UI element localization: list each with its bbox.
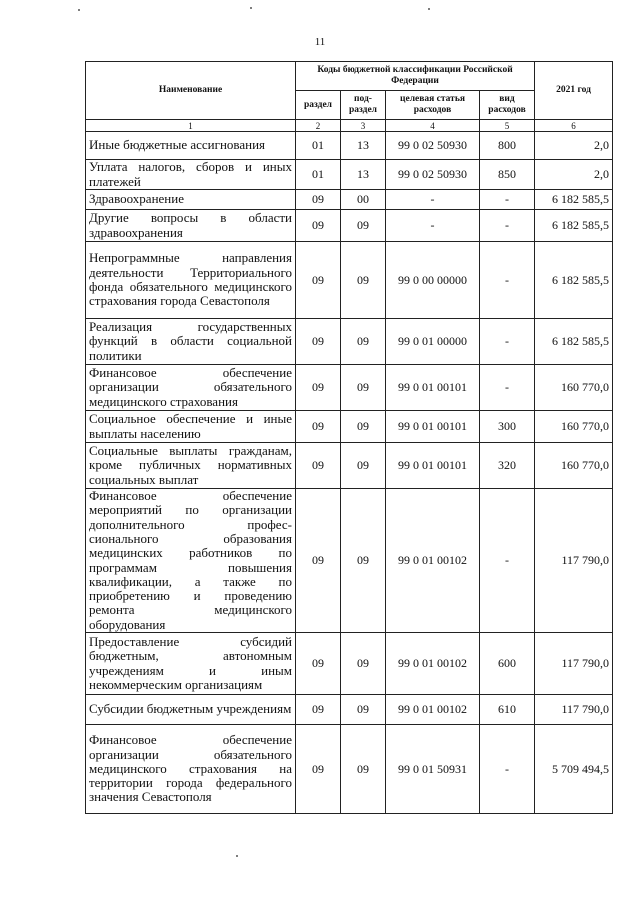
row-target: 99 0 02 50930 [386, 160, 480, 190]
column-number: 3 [341, 120, 386, 132]
row-subsection: 09 [341, 443, 386, 489]
row-kind: 600 [480, 633, 535, 695]
table-row [86, 190, 613, 210]
row-name: Социальное обеспечение и иные выплаты населению [86, 411, 296, 443]
row-target: 99 0 01 00101 [386, 411, 480, 443]
table-row [86, 319, 613, 365]
table-row [86, 365, 613, 411]
header-name: Наименование [86, 62, 296, 120]
row-subsection: 09 [341, 411, 386, 443]
table-row [86, 633, 613, 695]
row-subsection: 09 [341, 695, 386, 725]
row-name: Социальные выплаты гражданам, кроме публичных нормативных социальных выплат [86, 443, 296, 489]
column-number: 2 [296, 120, 341, 132]
row-subsection: 09 [341, 489, 386, 633]
row-kind: - [480, 725, 535, 814]
row-subsection: 09 [341, 633, 386, 695]
row-name: Субсидии бюджетным учреждениям [86, 695, 296, 725]
row-name: Уплата налогов, сборов и иных платежей [86, 160, 296, 190]
row-name: Иные бюджетные ассигнования [86, 132, 296, 160]
row-section: 09 [296, 210, 341, 242]
header-subsection: под-раздел [341, 91, 386, 120]
table-row [86, 443, 613, 489]
row-kind: 610 [480, 695, 535, 725]
row-kind: 800 [480, 132, 535, 160]
row-kind: - [480, 319, 535, 365]
row-target: - [386, 190, 480, 210]
table-row [86, 210, 613, 242]
table-row [86, 411, 613, 443]
budget-table [85, 61, 613, 814]
row-target: 99 0 01 00102 [386, 489, 480, 633]
row-target: 99 0 01 00102 [386, 633, 480, 695]
row-kind: 300 [480, 411, 535, 443]
row-amount: 160 770,0 [535, 443, 613, 489]
row-target: 99 0 01 50931 [386, 725, 480, 814]
row-name: Непрограммные направления деятельности Территориального фонда обязательного медицинского страхования города Севастополя [86, 242, 296, 319]
row-amount: 117 790,0 [535, 695, 613, 725]
row-target: 99 0 01 00000 [386, 319, 480, 365]
row-target: 99 0 00 00000 [386, 242, 480, 319]
header-year: 2021 год [535, 62, 613, 120]
row-kind: - [480, 489, 535, 633]
row-target: 99 0 02 50930 [386, 132, 480, 160]
row-name: Предоставление субсидий бюджетным, автономным учреждениям и иным некоммерческим организациям [86, 633, 296, 695]
row-name: Здравоохранение [86, 190, 296, 210]
scan-speck [78, 9, 80, 11]
row-subsection: 09 [341, 365, 386, 411]
row-name: Финансовое обеспечение организации обязательного медицинского страхования [86, 365, 296, 411]
row-target: 99 0 01 00101 [386, 443, 480, 489]
row-section: 09 [296, 725, 341, 814]
table-row [86, 242, 613, 319]
row-section: 01 [296, 160, 341, 190]
row-amount: 2,0 [535, 132, 613, 160]
header-target: целевая статья расходов [386, 91, 480, 120]
scan-speck [428, 8, 430, 10]
row-section: 09 [296, 443, 341, 489]
row-kind: - [480, 365, 535, 411]
row-amount: 6 182 585,5 [535, 319, 613, 365]
row-subsection: 00 [341, 190, 386, 210]
row-amount: 2,0 [535, 160, 613, 190]
header-section: раздел [296, 91, 341, 120]
row-section: 09 [296, 633, 341, 695]
column-number-row [86, 120, 613, 132]
row-kind: 320 [480, 443, 535, 489]
row-amount: 160 770,0 [535, 365, 613, 411]
scan-speck [236, 855, 238, 857]
row-amount: 6 182 585,5 [535, 242, 613, 319]
row-name: Реализация государственных функций в области социальной политики [86, 319, 296, 365]
row-subsection: 13 [341, 160, 386, 190]
row-target: 99 0 01 00101 [386, 365, 480, 411]
row-subsection: 09 [341, 210, 386, 242]
scan-speck [250, 7, 252, 9]
row-name: Другие вопросы в области здравоохранения [86, 210, 296, 242]
row-amount: 117 790,0 [535, 489, 613, 633]
row-section: 09 [296, 695, 341, 725]
table-row [86, 489, 613, 633]
row-subsection: 09 [341, 242, 386, 319]
row-name: Финансовое обеспечение мероприятий по организации дополнительного профес-сионального образования медицинских работников по программам повышения квалификации, а также по приобретению и проведению ремонта медицинского оборудования [86, 489, 296, 633]
row-subsection: 09 [341, 725, 386, 814]
header-codes: Коды бюджетной классификации Российской Федерации [296, 62, 535, 91]
row-section: 09 [296, 190, 341, 210]
table-row [86, 695, 613, 725]
row-kind: - [480, 190, 535, 210]
row-target: 99 0 01 00102 [386, 695, 480, 725]
row-section: 09 [296, 319, 341, 365]
row-amount: 6 182 585,5 [535, 190, 613, 210]
row-section: 09 [296, 411, 341, 443]
row-amount: 117 790,0 [535, 633, 613, 695]
column-number: 6 [535, 120, 613, 132]
row-section: 01 [296, 132, 341, 160]
row-kind: - [480, 242, 535, 319]
row-kind: 850 [480, 160, 535, 190]
row-subsection: 13 [341, 132, 386, 160]
table-row [86, 132, 613, 160]
header-kind: вид расходов [480, 91, 535, 120]
row-name: Финансовое обеспечение организации обязательного медицинского страхования на территории города федерального значения Севастополя [86, 725, 296, 814]
page-number: 11 [314, 36, 326, 48]
row-kind: - [480, 210, 535, 242]
row-amount: 160 770,0 [535, 411, 613, 443]
row-amount: 6 182 585,5 [535, 210, 613, 242]
row-section: 09 [296, 242, 341, 319]
table-row [86, 725, 613, 814]
row-section: 09 [296, 365, 341, 411]
row-target: - [386, 210, 480, 242]
row-section: 09 [296, 489, 341, 633]
row-subsection: 09 [341, 319, 386, 365]
table-row [86, 160, 613, 190]
row-amount: 5 709 494,5 [535, 725, 613, 814]
column-number: 1 [86, 120, 296, 132]
column-number: 5 [480, 120, 535, 132]
column-number: 4 [386, 120, 480, 132]
